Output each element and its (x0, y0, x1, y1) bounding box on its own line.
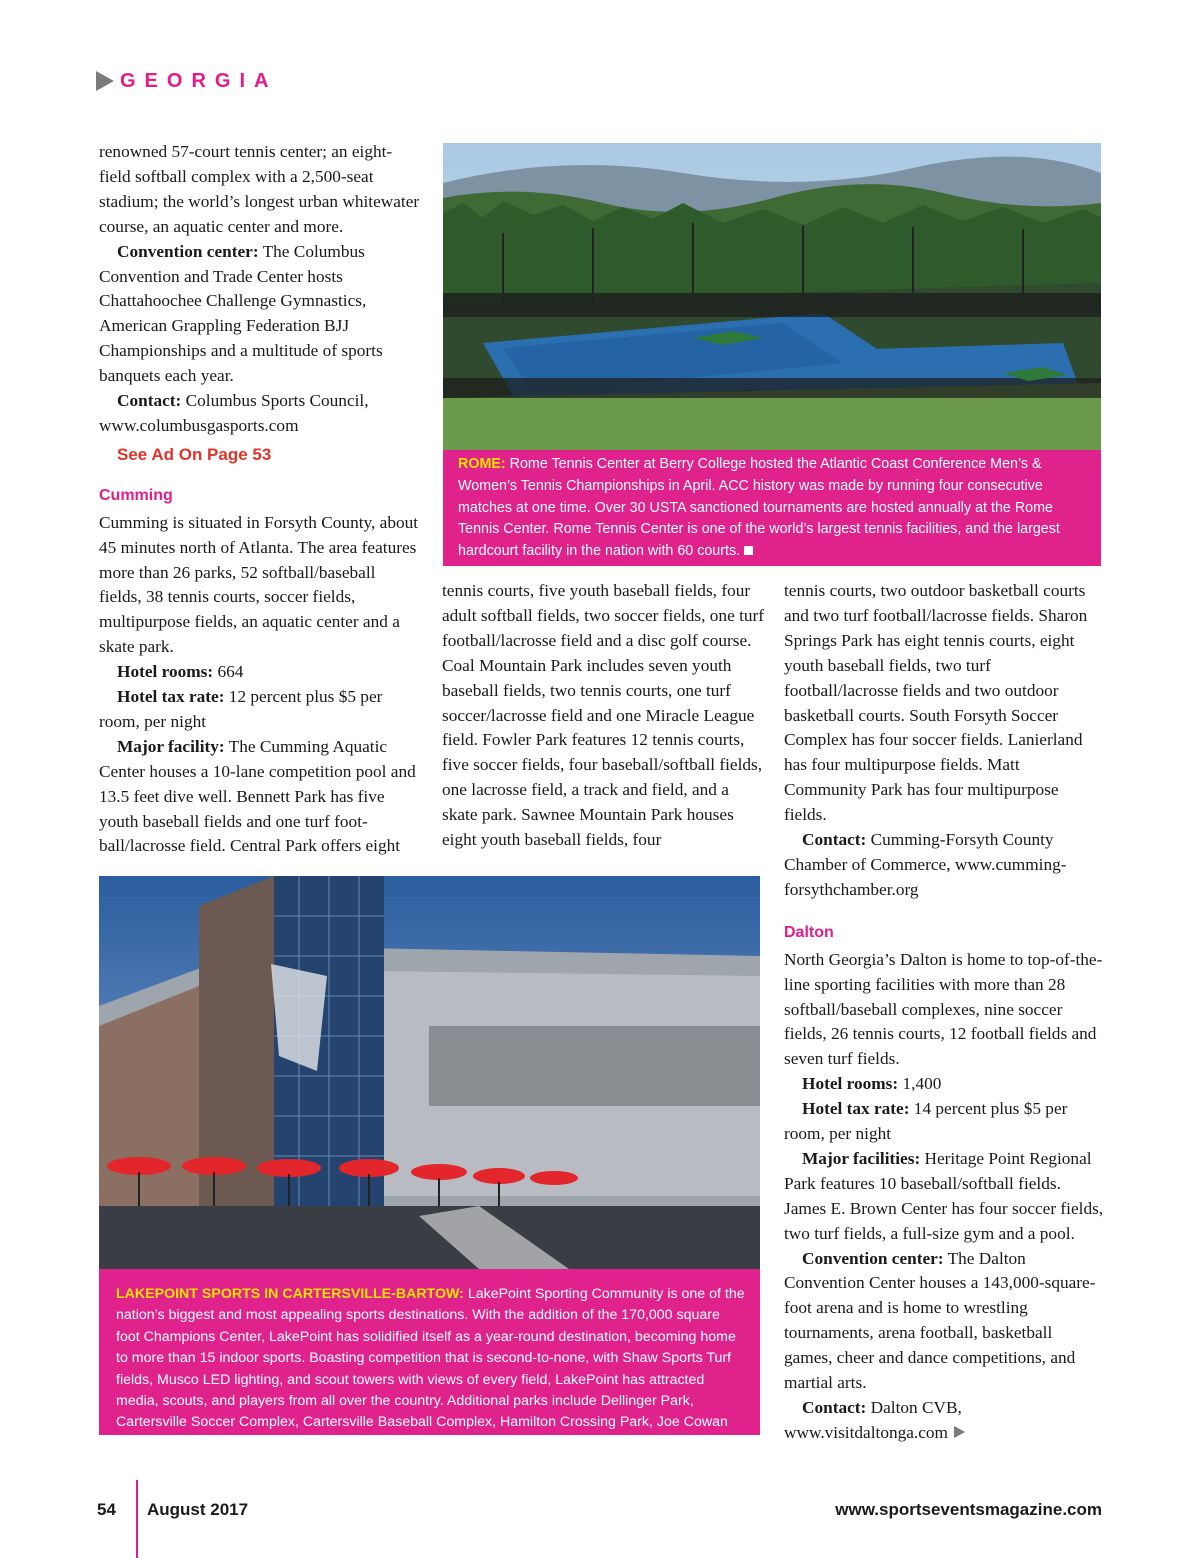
column-2 (442, 579, 765, 853)
cumming-major-facility (99, 735, 421, 860)
footer-divider (136, 1480, 138, 1558)
label: Hotel tax rate: (117, 687, 225, 707)
section-arrow-icon (96, 71, 114, 91)
col1-convention (99, 240, 421, 389)
label: Contact: (802, 830, 867, 850)
text: 664 (213, 662, 244, 682)
continue-arrow-icon (954, 1426, 965, 1438)
cumming-tax-rate (99, 685, 421, 735)
section-header (96, 68, 277, 94)
label: Contact: (802, 1398, 867, 1417)
rome-caption (443, 450, 1101, 566)
text: 12 percent plus $5 per room, per night (99, 687, 383, 731)
cumming-intro: Cumming is situated in Forsyth County, about 45 minutes north of Atlanta. The area features more than 26 parks, 52 softball/baseball fields, 38 tennis courts, soccer fields, multipurpose fields, an aquatic center and a skate park. (99, 512, 419, 657)
see-ad-line (99, 443, 421, 468)
label: Contact: (117, 391, 182, 411)
dalton-contact (784, 1396, 1104, 1446)
label: Convention center: (802, 1248, 944, 1268)
cumming-hotel-rooms (99, 660, 421, 685)
text: The Cumming Aquatic Center houses a 10-lane competition pool and 13.5 feet dive well. Bennett Park has five youth baseball fields and one turf foot-ball/lacrosse field. Central Park offers eight (99, 736, 416, 856)
text: The Columbus Convention and Trade Center hosts Chattahoochee Challenge Gymnastics, American Grappling Federation BJJ Championships and a multitude of sports banquets each year. (99, 241, 383, 386)
text: Columbus Sports Council, www.columbusgasports.com (99, 391, 369, 435)
page-number: 54 (97, 1500, 116, 1519)
text: Dalton CVB, www.visitdaltonga.com (784, 1398, 962, 1442)
label: Hotel rooms: (802, 1074, 899, 1094)
column-3 (784, 579, 1104, 1446)
text: 14 percent plus $5 per room, per night (784, 1099, 1068, 1144)
cumming-heading: Cumming (99, 486, 173, 504)
text: Heritage Point Regional Park features 10 baseball/softball fields. James E. Brown Center has four soccer fields, two turf fields, a full-size gym and a pool. (784, 1148, 1104, 1243)
magazine-url[interactable]: www.sportseventsmagazine.com (835, 1500, 1102, 1519)
dalton-convention (784, 1247, 1104, 1396)
rome-caption-lead: ROME: (458, 456, 506, 472)
section-title: GEORGIA (120, 69, 278, 92)
issue-date: August 2017 (147, 1500, 249, 1519)
see-ad-link[interactable]: See Ad On Page 53 (117, 444, 272, 464)
dalton-intro: North Georgia’s Dalton is home to top-of-the-line sporting facilities with more than 28 softball/baseball complexes, nine soccer fields, 26 tennis courts, 12 football fields and seven turf fields. (784, 949, 1103, 1069)
dalton-tax-rate (784, 1097, 1104, 1147)
col3-contact (784, 828, 1104, 903)
label: Major facility: (117, 736, 225, 756)
label: Hotel rooms: (117, 662, 214, 682)
text: 1,400 (898, 1074, 942, 1094)
text: The Dalton Convention Center houses a 143,000-square-foot arena and is home to wrestling tournaments, arena football, basketball games, cheer and dance competitions, and martial arts. (784, 1248, 1096, 1393)
end-mark-icon (301, 1439, 310, 1448)
col3-paragraph-1: tennis courts, two outdoor basketball courts and two turf football/lacrosse fields. Sharon Springs Park has eight tennis courts, eight youth baseball fields, two turf football/lacrosse fields and two outdoor basketball courts. South Forsyth Soccer Complex has four soccer fields. Lanierland has four multipurpose fields. Matt Community Park has four multipurpose fields. (784, 581, 1088, 825)
rome-caption-text: Rome Tennis Center at Berry College hosted the Atlantic Coast Conference Men’s & Women’s Tennis Championships in April. ACC history was made by running four consecutive matches at one time. Over 30 USTA sanctioned tournaments are hosted annually at the Rome Tennis Center. Rome Tennis Center is one of the world’s largest tennis facilities, and the largest hardcourt facility in the nation with 60 courts. (458, 456, 1060, 560)
label: Major facilities: (802, 1148, 921, 1168)
lakepoint-photo (99, 876, 760, 1269)
text: Cumming-Forsyth County Chamber of Commerce, www.cumming-forsythchamber.org (784, 830, 1067, 899)
dalton-heading: Dalton (784, 923, 834, 941)
lakepoint-caption-text: LakePoint Sporting Community is one of the nation’s biggest and most appealing sports destinations. With the addition of the 170,000 square foot Champions Center, LakePoint has solidified itself as a year-round destination, becoming home to more than 15 indoor sports. Boasting competition that is second-to-none, with Shaw Sports Turf fields, Musco LED lighting, and scout towers with views of every field, LakePoint has attracted media, scouts, and players from all over the country. Additional parks include Dellinger Park, Cartersville Soccer Complex, Cartersville Baseball Complex, Hamilton Crossing Park, Joe Cowan Park, and Manning Mill Park. (116, 1286, 745, 1452)
dalton-major-facilities (784, 1147, 1104, 1247)
column-1 (99, 140, 421, 859)
col2-paragraph-1: tennis courts, five youth baseball fields, four adult softball fields, two soccer fields, one turf football/lacrosse field and a disc golf course. Coal Mountain Park includes seven youth baseball fields, two tennis courts, one turf soccer/lacrosse field and one Miracle League field. Fowler Park features 12 tennis courts, five soccer fields, four baseball/softball fields, one lacrosse field, a track and field, and a skate park. Sawnee Mountain Park houses eight youth baseball fields, four (442, 581, 765, 850)
label: Convention center: (117, 241, 259, 261)
end-mark-icon (744, 546, 753, 555)
dalton-hotel-rooms (784, 1072, 1104, 1097)
lakepoint-caption-lead: LAKEPOINT SPORTS IN CARTERSVILLE-BARTOW: (116, 1286, 464, 1302)
col1-paragraph-1: renowned 57-court tennis center; an eight-field softball complex with a 2,500-seat stadium; the world’s longest urban whitewater course, an aquatic center and more. (99, 142, 420, 236)
col1-contact (99, 389, 421, 439)
label: Hotel tax rate: (802, 1099, 910, 1119)
lakepoint-caption (99, 1269, 760, 1452)
rome-tennis-photo (443, 143, 1101, 450)
